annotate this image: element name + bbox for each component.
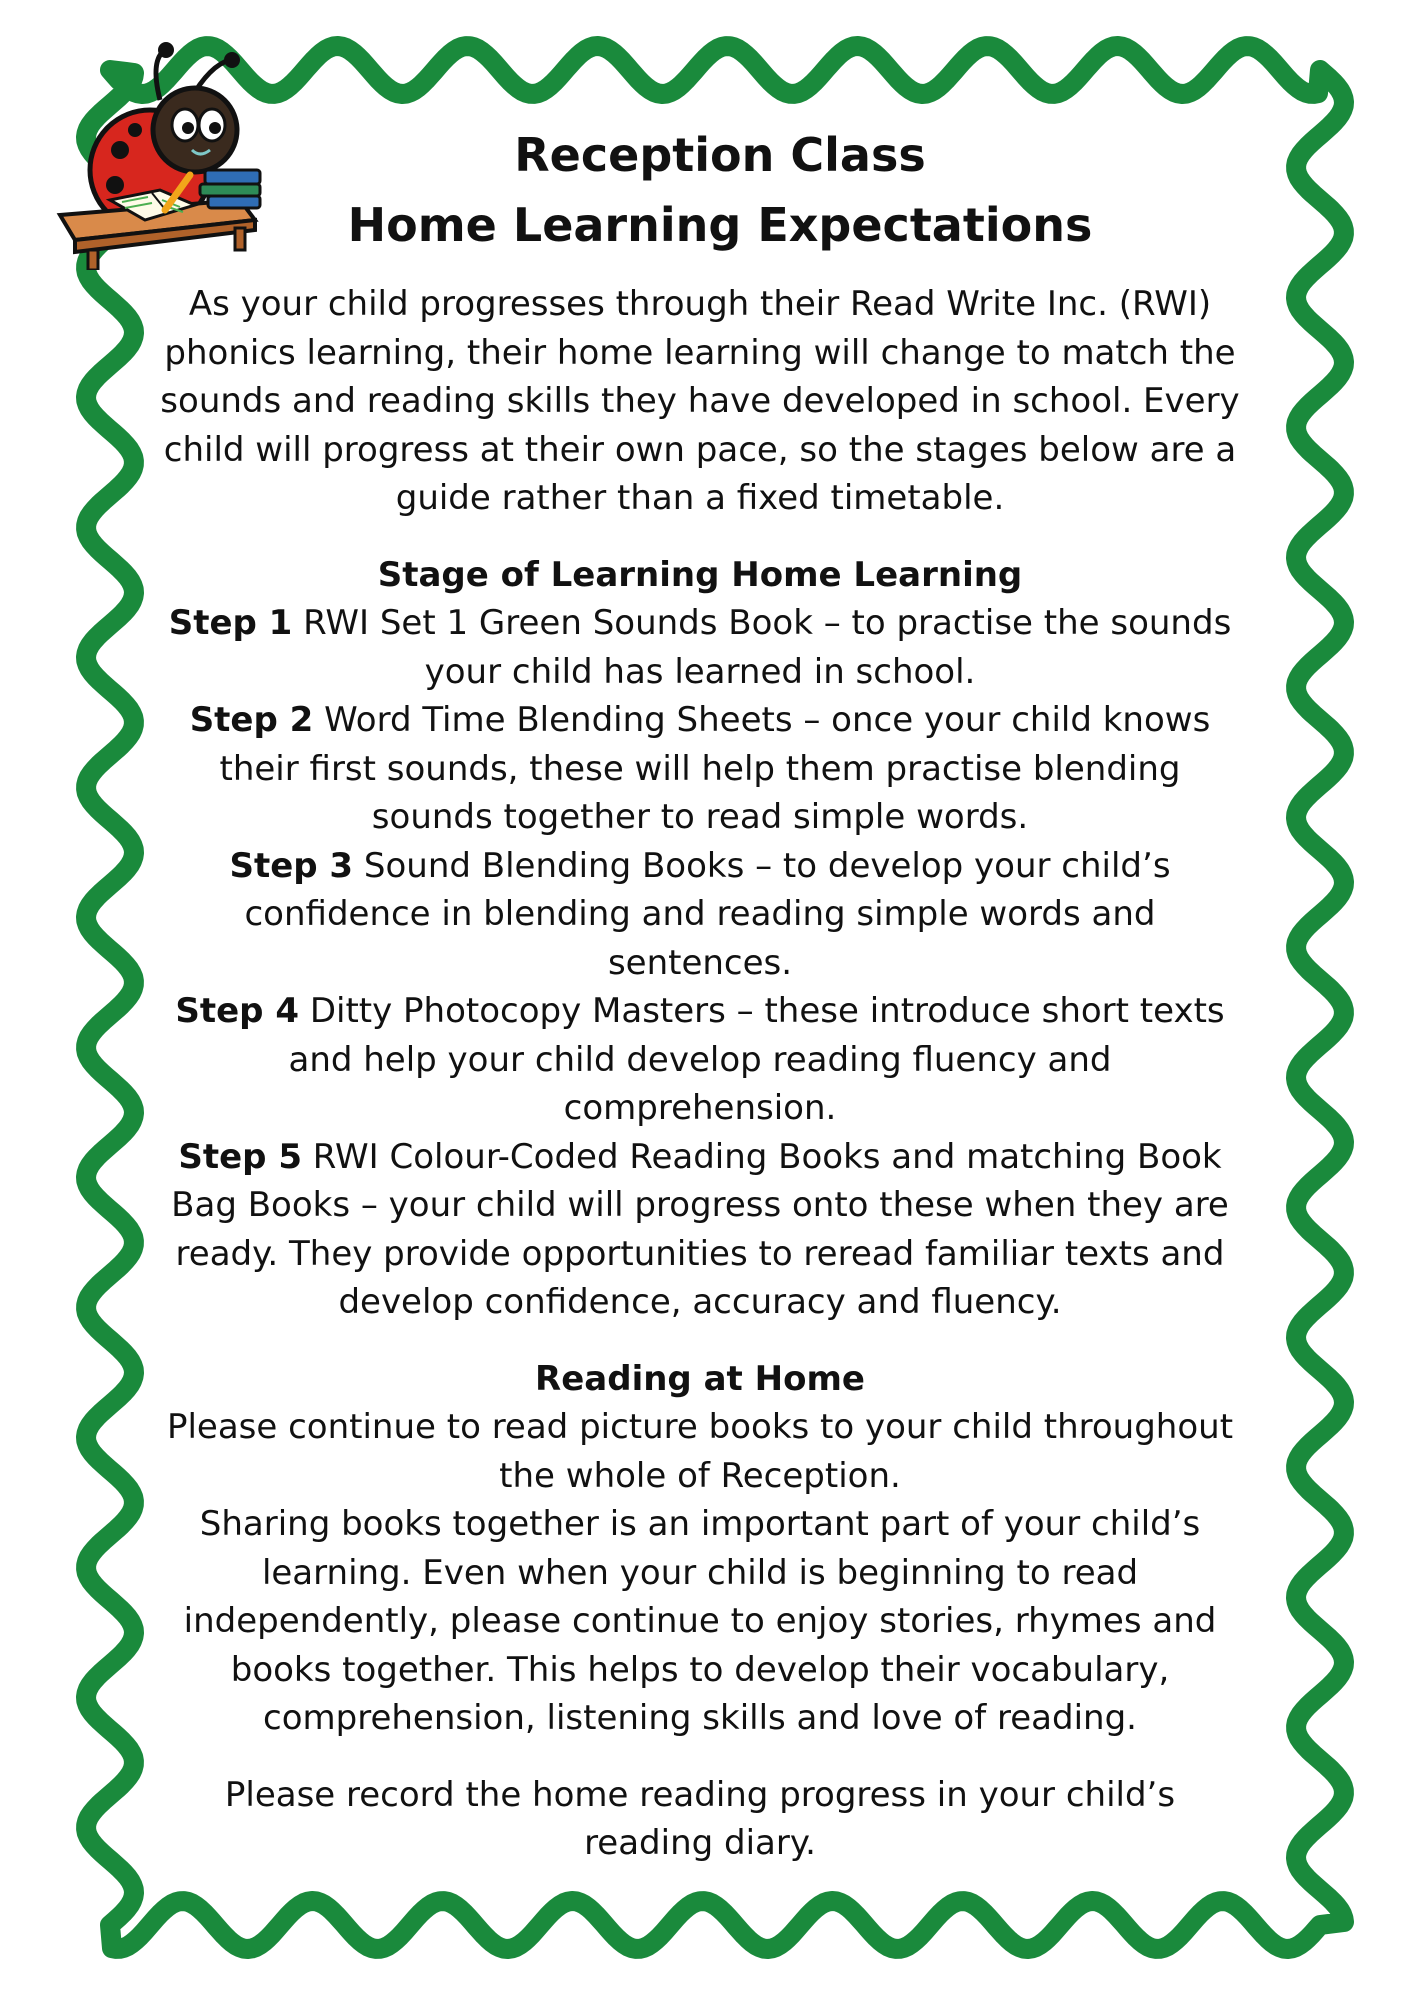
reading-line: books together. This helps to develop their vocabulary, <box>230 1649 1170 1690</box>
reading-line: comprehension, listening skills and love of reading. <box>263 1698 1137 1738</box>
step-line: ready. They provide opportunities to reread familiar texts and <box>175 1233 1225 1274</box>
step-line <box>150 1133 1250 1182</box>
step-line: your child has learned in school. <box>424 651 976 692</box>
reading-line: learning. Even when your child is beginning to read <box>261 1552 1139 1593</box>
step-1 <box>150 599 1250 696</box>
intro-line: guide rather than a fixed timetable. <box>395 478 1005 518</box>
step-line <box>150 842 1250 891</box>
reading-line: Please continue to read picture books to your child throughout <box>166 1407 1234 1447</box>
step-3 <box>150 842 1250 988</box>
closing-note <box>150 1771 1250 1868</box>
step-text: Sound Blending Books – to develop your child’s <box>353 845 1171 886</box>
step-line: Bag Books – your child will progress onto these when they are <box>171 1185 1229 1225</box>
document-body <box>150 120 1250 1868</box>
intro-line: phonics learning, their home learning will change to match the <box>164 332 1236 373</box>
step-label: Step 5 <box>178 1136 302 1177</box>
step-line: comprehension. <box>563 1088 837 1128</box>
intro-line: child will progress at their own pace, so the stages below are a <box>163 429 1237 470</box>
step-label: Step 3 <box>229 845 354 886</box>
step-line: develop confidence, accuracy and fluency. <box>338 1282 1062 1322</box>
intro-line: sounds and reading skills they have developed in school. Every <box>160 381 1240 421</box>
step-line <box>150 599 1250 648</box>
step-line: their first sounds, these will help them practise blending <box>219 748 1181 789</box>
step-4 <box>150 987 1250 1133</box>
title-line-2: Home Learning Expectations <box>347 198 1093 252</box>
reading-at-home-text <box>150 1403 1250 1743</box>
page-title <box>150 120 1250 260</box>
step-line: sounds together to read simple words. <box>371 797 1029 837</box>
step-text: RWI Colour-Coded Reading Books and matching Book <box>302 1136 1222 1177</box>
step-line: sentences. <box>607 942 793 983</box>
reading-line: Sharing books together is an important part of your child’s <box>199 1504 1201 1544</box>
step-5 <box>150 1133 1250 1327</box>
step-line <box>150 987 1250 1036</box>
step-text: RWI Set 1 Green Sounds Book – to practise the sounds <box>292 603 1232 643</box>
reading-line: the whole of Reception. <box>499 1455 901 1496</box>
reading-at-home-heading: Reading at Home <box>535 1358 865 1399</box>
step-label: Step 2 <box>189 700 314 740</box>
title-line-1: Reception Class <box>514 128 926 182</box>
intro-paragraph <box>150 280 1250 523</box>
step-2 <box>150 696 1250 842</box>
closing-line: reading diary. <box>584 1823 816 1863</box>
intro-line: As your child progresses through their Read Write Inc. (RWI) <box>188 284 1212 324</box>
step-text: Word Time Blending Sheets – once your child knows <box>313 700 1211 740</box>
reading-at-home-section <box>150 1355 1250 1743</box>
step-label: Step 4 <box>175 991 300 1031</box>
step-label: Step 1 <box>168 603 293 643</box>
step-text: Ditty Photocopy Masters – these introduce short texts <box>299 991 1225 1031</box>
step-line: and help your child develop reading fluency and <box>288 1039 1112 1080</box>
stages-section <box>150 551 1250 1327</box>
step-line <box>150 696 1250 745</box>
stages-heading: Stage of Learning Home Learning <box>377 554 1023 595</box>
step-line: confidence in blending and reading simple words and <box>244 894 1156 934</box>
reading-line: independently, please continue to enjoy stories, rhymes and <box>183 1601 1217 1641</box>
closing-line: Please record the home reading progress in your child’s <box>224 1774 1176 1815</box>
